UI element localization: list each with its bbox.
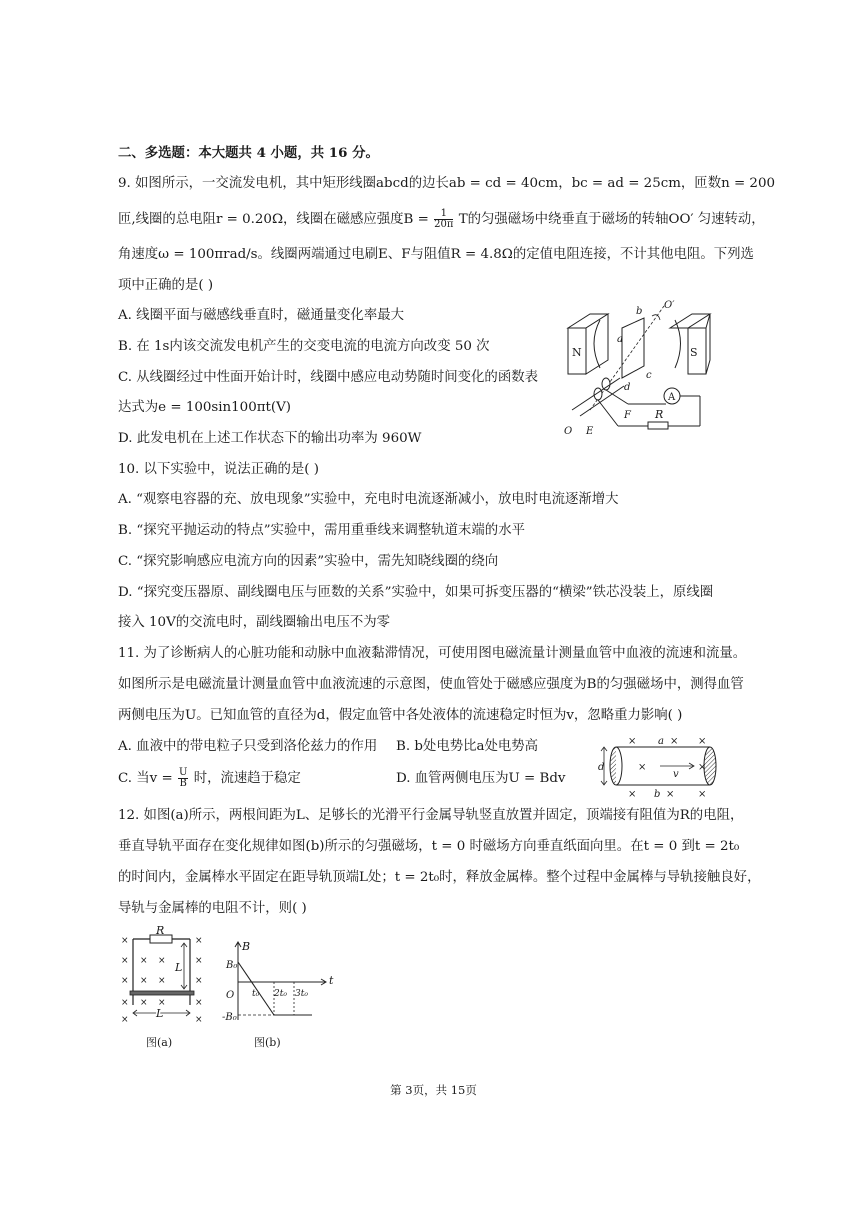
q9-option-d: D. 此发电机在上述工作状态下的输出功率为 960W [118,431,422,446]
fig-b0-label: B₀ [226,960,238,971]
fig-l-horizontal-label: L [156,1007,164,1020]
q9-stem-line-2 [118,209,765,230]
q10-option-c: C. “探究影响感应电流方向的因素”实验中，需先知晓线圈的绕向 [118,554,499,569]
q12-stem-line-3: 的时间内，金属棒水平固定在距导轨顶端L处；t = 2t₀时，释放金属棒。整个过程中金属棒与导轨接触良好， [118,870,761,885]
q11-option-c-text-a: C. 当v = [118,771,173,786]
q12-figure-a [118,925,213,1050]
fig-a-caption: 图(a) [146,1036,173,1049]
fig-l-vertical-label: L [175,961,183,974]
q10-option-d-line-1: D. “探究变压器原、副线圈电压与匝数的关系”实验中，如果可拆变压器的“横梁”铁芯没装上，原线圈 [118,585,714,600]
fig-r-label: R [156,925,165,937]
q9-option-c-line-1: C. 从线圈经过中性面开始计时，线圈中感应电动势随时间变化的函数表 [118,370,538,385]
field-x-mark: × [121,936,129,946]
fig-neg-b0-label: -B₀ [222,1012,237,1023]
q9-field-fraction [434,209,453,230]
field-x-mark: × [698,789,707,799]
fraction-numerator: 1 [434,209,453,220]
fig-d-label: d [598,762,605,773]
field-x-mark: × [121,956,129,966]
q11-option-c [118,768,301,789]
fig-a-label: a [658,736,664,747]
page-footer: 第 3页，共 15页 [390,1083,477,1097]
q11-stem-line-1: 11. 为了诊断病人的心脏功能和动脉中血液黏滞情况，可使用图电磁流量计测量血管中血液的流速和流量。 [118,646,747,661]
q9-option-a: A. 线圈平面与磁感线垂直时，磁通量变化率最大 [118,308,404,323]
field-x-mark: × [158,998,166,1008]
fraction-denominator: B [179,778,187,789]
fig-t0-label: t₀ [252,989,260,999]
fig-s-label: S [690,346,698,359]
q9-stem-line-1: 9. 如图所示，一交流发电机，其中矩形线圈abcd的边长ab = cd = 40cm，bc = ad = 25cm，匝数n = 200 [118,176,775,191]
q10-option-a: A. “观察电容器的充、放电现象”实验中，充电时电流逐渐减小，放电时电流逐渐增大 [118,492,619,507]
fig-e-label: E [586,426,594,437]
field-x-mark: × [140,956,148,966]
q12-figure-b [222,938,337,1050]
q9-generator-figure [560,298,720,438]
field-x-mark: × [698,762,707,773]
fig-b-label: b [636,306,643,317]
field-x-mark: × [195,1015,203,1025]
field-x-mark: × [698,736,707,747]
fig-b-axis-label: B [242,940,251,953]
field-x-mark: × [158,956,166,966]
fig-o-label: O [564,426,573,437]
field-x-mark: × [140,976,148,986]
fraction-denominator: 20π [434,219,454,230]
field-x-mark: × [628,789,637,799]
fig-c-label: c [646,370,652,381]
field-x-mark: × [195,998,203,1008]
q12-stem-line-1: 12. 如图(a)所示，两根间距为L、足够长的光滑平行金属导轨竖直放置并固定，顶端接有阻值为R的电阻， [118,808,744,823]
field-x-mark: × [195,936,203,946]
q11-option-b: B. b处电势比a处电势高 [396,739,539,754]
field-x-mark: × [195,976,203,986]
field-x-mark: × [628,736,637,747]
q11-vessel-figure [598,735,728,799]
field-x-mark: × [195,956,203,966]
q11-option-c-fraction [178,768,188,789]
q9-option-b: B. 在 1s内该交流发电机产生的交变电流的电流方向改变 50 次 [118,339,490,354]
fig-v-label: v [673,769,679,780]
q11-stem-line-3: 两侧电压为U。已知血管的直径为d，假定血管中各处液体的流速稳定时恒为v，忽略重力影响( ) [118,708,683,723]
field-x-mark: × [140,998,148,1008]
q9-stem-line-2b: T的匀强磁场中绕垂直于磁场的转轴OO′ 匀速转动， [458,212,765,227]
fig-f-label: F [624,410,631,421]
fig-oprime-label: O′ [664,300,675,311]
fig-ammeter-label: A [668,392,676,403]
fig-d-label: d [624,382,631,393]
q9-stem-line-4: 项中正确的是( ) [118,278,214,293]
fig-t-axis-label: t [329,974,334,987]
fig-o-label: O [226,990,235,1001]
field-x-mark: × [158,976,166,986]
field-x-mark: × [121,976,129,986]
field-x-mark: × [666,789,675,799]
q10-option-b: B. “探究平抛运动的特点”实验中，需用重垂线来调整轨道末端的水平 [118,523,525,538]
q9-stem-line-3: 角速度ω = 100πrad/s。线圈两端通过电刷E、F与阻值R = 4.8Ω的定值电阻连接，不计其他电阻。下列选 [118,247,754,262]
q12-stem-line-2: 垂直导轨平面存在变化规律如图(b)所示的匀强磁场，t = 0 时磁场方向垂直纸面向里。在t = 0 到t = 2t₀ [118,839,740,854]
q11-option-d: D. 血管两侧电压为U = Bdv [396,771,566,786]
q10-option-d-line-2: 接入 10V的交流电时，副线圈输出电压不为零 [118,615,390,630]
section-header: 二、多选题：本大题共 4 小题，共 16 分。 [118,145,379,161]
q10-stem: 10. 以下实验中，说法正确的是( ) [118,462,319,477]
q11-option-c-text-b: 时，流速趋于稳定 [193,771,301,786]
field-x-mark: × [670,736,679,747]
q11-option-a: A. 血液中的带电粒子只受到洛伦兹力的作用 [118,739,378,754]
metal-rod [130,991,194,995]
q9-option-c-line-2: 达式为e = 100sin100πt(V) [118,400,292,415]
fig-n-label: N [572,346,582,359]
field-x-mark: × [121,1015,129,1025]
q12-stem-line-4: 导轨与金属棒的电阻不计，则( ) [118,901,307,916]
field-x-mark: × [638,762,647,773]
q11-stem-line-2: 如图所示是电磁流量计测量血管中血液流速的示意图，使血管处于磁感应强度为B的匀强磁场中，测得血管 [118,677,744,692]
fraction-numerator: U [178,767,188,778]
fig-b-label: b [654,789,661,799]
fig-b-caption: 图(b) [254,1036,281,1049]
q9-stem-line-2a: 匝,线圈的总电阻r = 0.20Ω，线圈在磁感应强度B = [118,212,429,227]
fig-r-label: R [655,408,664,421]
fig-3t0-label: 3t₀ [295,989,308,999]
fig-a-label: a [617,334,623,345]
field-x-mark: × [121,998,129,1008]
fig-2t0-label: 2t₀ [274,989,287,999]
